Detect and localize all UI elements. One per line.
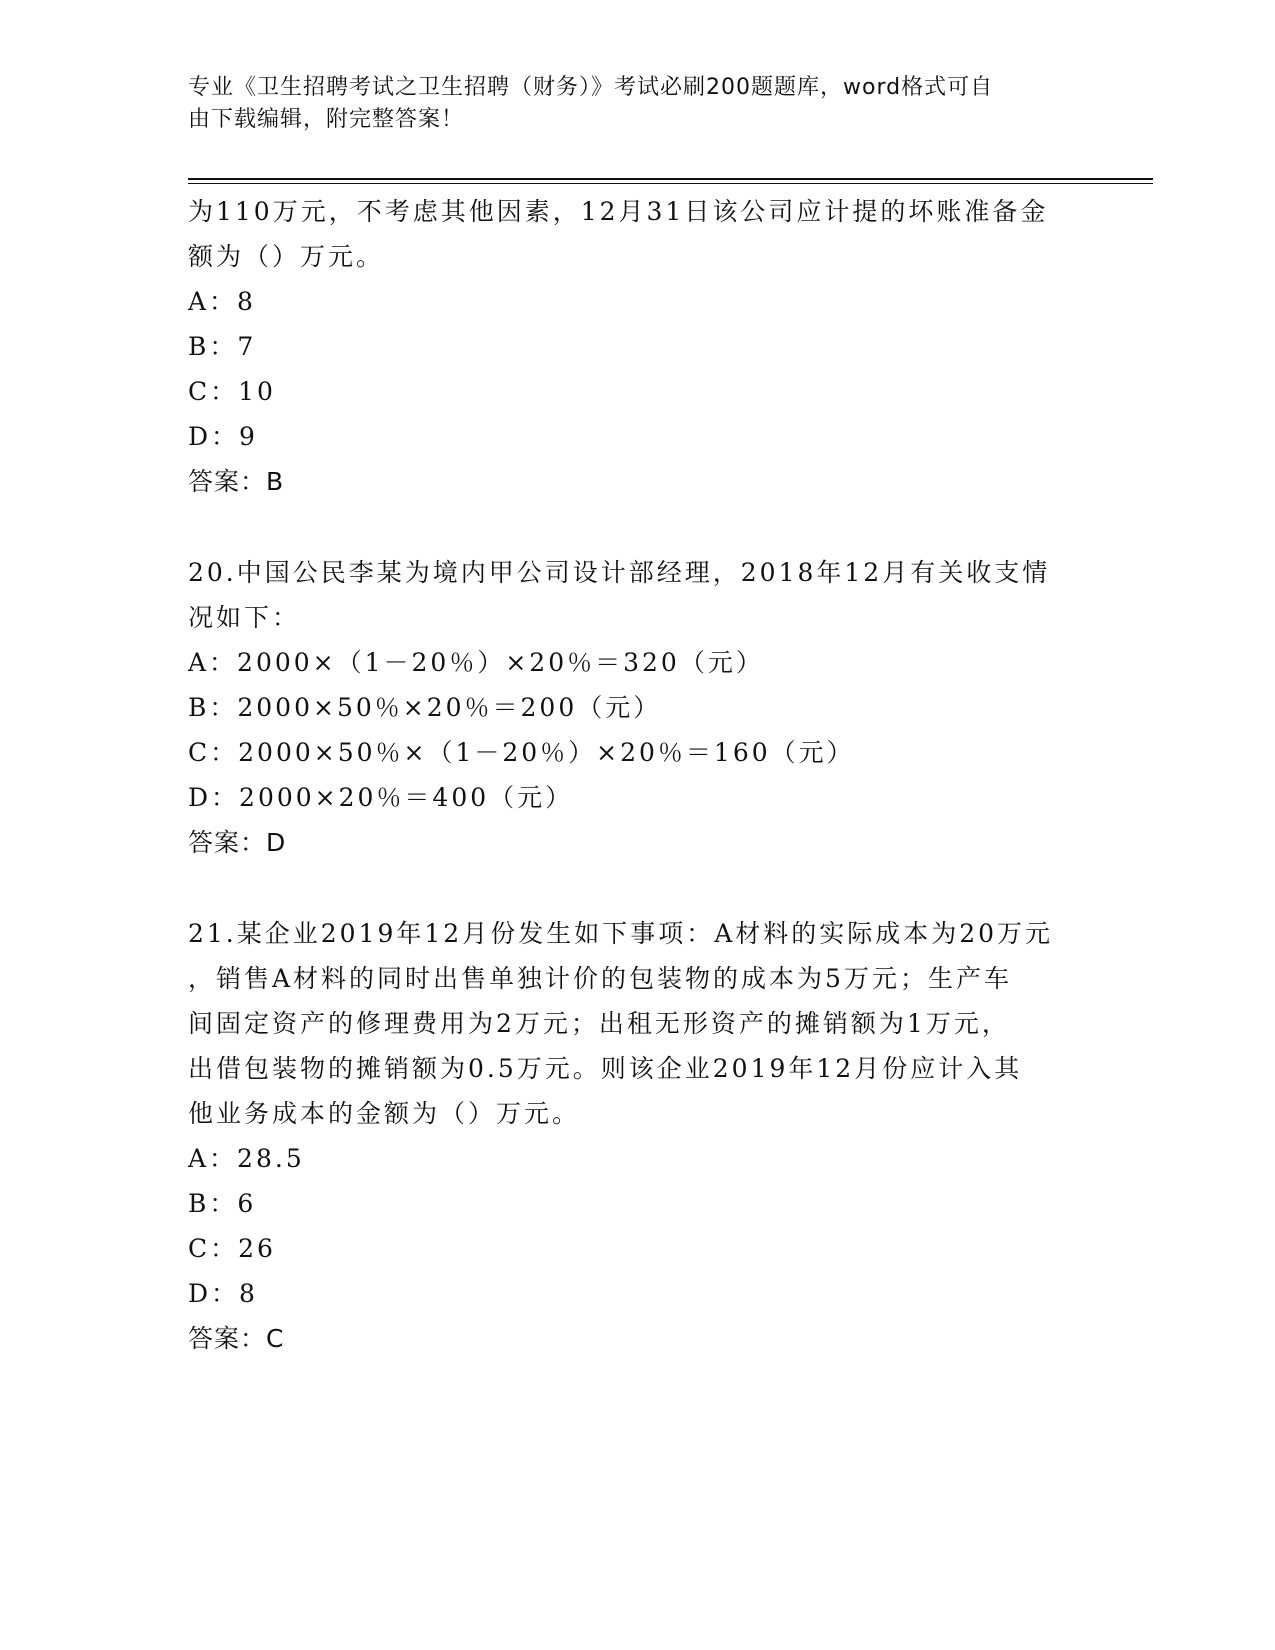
question-stem-line: 21.某企业2019年12月份发生如下事项：A材料的实际成本为20万元	[188, 919, 1054, 948]
option-b: B：7	[188, 332, 257, 361]
option-b: B：2000×50％×20％＝200（元）	[188, 693, 662, 722]
answer-line: 答案：C	[188, 1324, 285, 1353]
answer-line: 答案：B	[188, 467, 285, 496]
option-b: B：6	[188, 1189, 257, 1218]
question-block	[188, 550, 1088, 865]
question-stem-line: 为110万元，不考虑其他因素，12月31日该公司应计提的坏账准备金	[188, 197, 1049, 226]
option-c: C：2000×50％×（1－20％）×20％＝160（元）	[188, 738, 855, 767]
question-gap	[188, 865, 1088, 911]
option-c: C：10	[188, 377, 276, 406]
question-block	[188, 189, 1088, 504]
question-list	[188, 189, 1088, 1361]
question-stem-line: 况如下：	[188, 603, 301, 632]
option-c: C：26	[188, 1234, 276, 1263]
option-a: A：2000×（1－20％）×20％＝320（元）	[188, 648, 764, 677]
question-stem-line: 额为（）万元。	[188, 242, 385, 271]
document-header	[188, 72, 1068, 136]
option-a: A：8	[188, 287, 256, 316]
option-d: D：2000×20％＝400（元）	[188, 783, 574, 812]
question-stem-line: ，销售A材料的同时出售单独计价的包装物的成本为5万元；生产车	[188, 964, 1012, 993]
question-stem-line: 他业务成本的金额为（）万元。	[188, 1099, 581, 1128]
question-stem-line: 间固定资产的修理费用为2万元；出租无形资产的摊销额为1万元，	[188, 1009, 1010, 1038]
option-d: D：8	[188, 1279, 258, 1308]
option-a: A：28.5	[188, 1144, 305, 1173]
header-title-line-1: 专业《卫生招聘考试之卫生招聘（财务）》考试必刷200题题库，word格式可自	[188, 75, 994, 100]
question-stem-line: 出借包装物的摊销额为0.5万元。则该企业2019年12月份应计入其	[188, 1054, 1023, 1083]
header-title-line-2: 由下载编辑，附完整答案！	[188, 107, 465, 132]
question-stem-line: 20.中国公民李某为境内甲公司设计部经理，2018年12月有关收支情	[188, 558, 1051, 587]
header-rule-thick	[188, 178, 1153, 180]
question-block	[188, 911, 1088, 1361]
header-rule-thin	[188, 183, 1153, 184]
question-gap	[188, 504, 1088, 550]
option-d: D：9	[188, 422, 258, 451]
answer-line: 答案：D	[188, 828, 287, 857]
